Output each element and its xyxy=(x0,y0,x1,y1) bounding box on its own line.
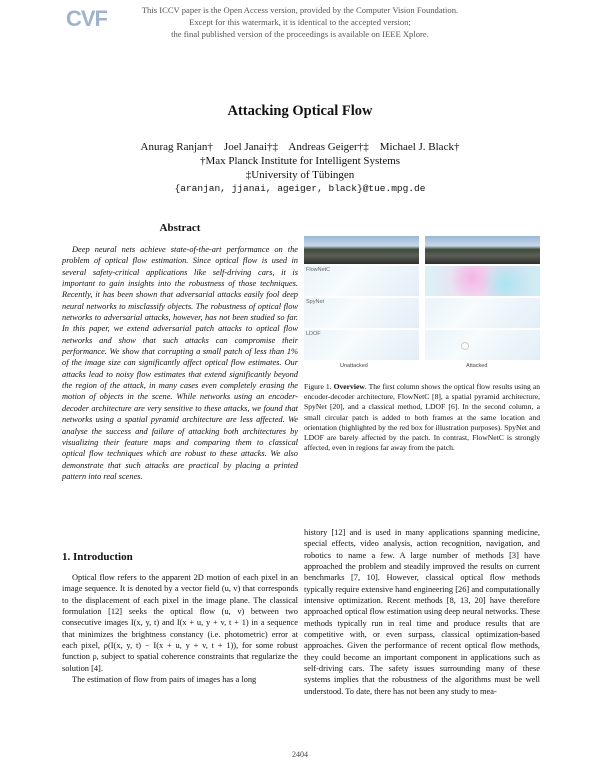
paper-title: Attacking Optical Flow xyxy=(227,103,373,119)
watermark-line-1: This ICCV paper is the Open Access version, provided by the Computer Vision Foundation. xyxy=(141,5,459,15)
ldof-attacked xyxy=(425,330,540,360)
figure-caption xyxy=(304,382,540,453)
frame-image-unattacked xyxy=(304,236,419,264)
abstract-heading: Abstract xyxy=(159,222,201,234)
author-emails: {aranjan, jjanai, ageiger, black}@tue.mpg.de xyxy=(174,183,426,194)
abstract-body xyxy=(62,244,298,482)
caption-text: . The first column shows the optical flow results using an encoder-decoder architecture, FlowNetC [8], a spatial pyramid architecture, SpyNet [20], and a classical method, LDOF [6]. In the second column, a small circular patch is added to both frames at the same location and orientation (highlighted by the red box for illustration purposes). SpyNet and LDOF are barely affected by the patch. In contrast, FlowNetC is strongly affected, even in regions far away from the patch. xyxy=(304,382,540,453)
author-block xyxy=(0,140,600,196)
ldof-unattacked xyxy=(304,330,419,360)
row-label-spynet: SpyNet xyxy=(306,299,325,305)
caption-label: Figure 1. xyxy=(304,382,332,391)
affiliation-2: ‡University of Tübingen xyxy=(245,169,355,181)
page-number: 2404 xyxy=(292,750,308,759)
cvf-logo: CVF xyxy=(66,6,107,31)
adversarial-patch xyxy=(461,342,469,350)
flownetc-attacked xyxy=(425,266,540,296)
section-heading-introduction: 1. Introduction xyxy=(62,551,133,563)
author-names: Anurag Ranjan† Joel Janai†‡ Andreas Geiger†‡ Michael J. Black† xyxy=(140,141,460,153)
watermark-line-3: the final published version of the proceedings is available on IEEE Xplore. xyxy=(171,29,429,39)
abstract-text: Deep neural nets achieve state-of-the-art performance on the problem of optical flow estimation. Since optical flow is used in several safety-critical applications like self-driving cars, it is important to gain insights into the robustness of those techniques. Recently, it has been shown that adversarial attacks easily fool deep neural networks to misclassify objects. The robustness of optical flow networks to adversarial attacks, however, has not been studied so far. In this paper, we extend adversarial patch attacks to optical flow networks and show that such attacks can compromise their performance. We show that corrupting a small patch of less than 1% of the image size can significantly affect optical flow estimates. Our attacks lead to noisy flow estimates that extend significantly beyond the region of the attack, in many cases even completely erasing the motion of objects in the scene. While networks using an encoder-decoder architecture are very sensitive to these attacks, we found that networks using a spatial pyramid architecture are less affected. We analyse the success and failure of attacking both architectures by visualizing their feature maps and comparing them to classical optical flow techniques which are robust to these attacks. We also demonstrate that such attacks are practical by placing a printed pattern into real scenes. xyxy=(62,245,298,481)
spynet-unattacked xyxy=(304,298,419,328)
row-label-flownetc: FlowNetC xyxy=(306,267,331,273)
left-column-text xyxy=(62,572,298,685)
intro-col2-text: history [12] and is used in many applications spanning medicine, special effects, video analysis, action recognition, navigation, and robotics to name a few. A large number of methods [3] have approached the problem and steadily improved the results on current benchmarks [7, 10]. However, classical optical flow methods typically require extensive hand engineering [26] and computationally intensive optimization. Recent methods [8, 13, 20] have therefore approached optical flow estimation using deep neural networks. These methods typically run in real time and produce results that are competitive with, or even surpass, classical optimization-based approaches. Given the performance of recent optical flow methods, they could become an important component in applications such as self-driving cars. The safety issues surrounding many of these systems implies that the robustness of the algorithms must be well understood. To date, there has not been any study to mea- xyxy=(304,528,540,696)
intro-paragraph-1: Optical flow refers to the apparent 2D motion of each pixel in an image sequence. It is denoted by a vector field (u, v) that corresponds to the displacement of each pixel in the image plane. The classical formulation [12] seeks the optical flow (u, v) between two consecutive images I(x, y, t) and I(x + u, y + v, t + 1) in a sequence that minimizes the brightness constancy (i.e. photometric) error at each pixel, ρ(I(x, y, t) − I(x + u, y + v, t + 1)), for some robust function ρ, subject to spatial coherence constraints that regularize the solution [4]. xyxy=(62,573,298,673)
frame-image-attacked xyxy=(425,236,540,264)
flownetc-unattacked xyxy=(304,266,419,296)
watermark-line-2: Except for this watermark, it is identical to the accepted version; xyxy=(189,17,411,27)
intro-paragraph-2: The estimation of flow from pairs of images has a long xyxy=(72,675,257,685)
row-label-ldof: LDOF xyxy=(306,331,321,337)
caption-bold: Overview xyxy=(333,382,365,391)
right-column-text xyxy=(304,527,540,697)
spynet-attacked xyxy=(425,298,540,328)
col-label-attacked: Attacked xyxy=(466,363,488,369)
col-label-unattacked: Unattacked xyxy=(340,363,368,369)
affiliation-1: †Max Planck Institute for Intelligent Systems xyxy=(199,155,401,167)
figure-1 xyxy=(304,236,540,372)
